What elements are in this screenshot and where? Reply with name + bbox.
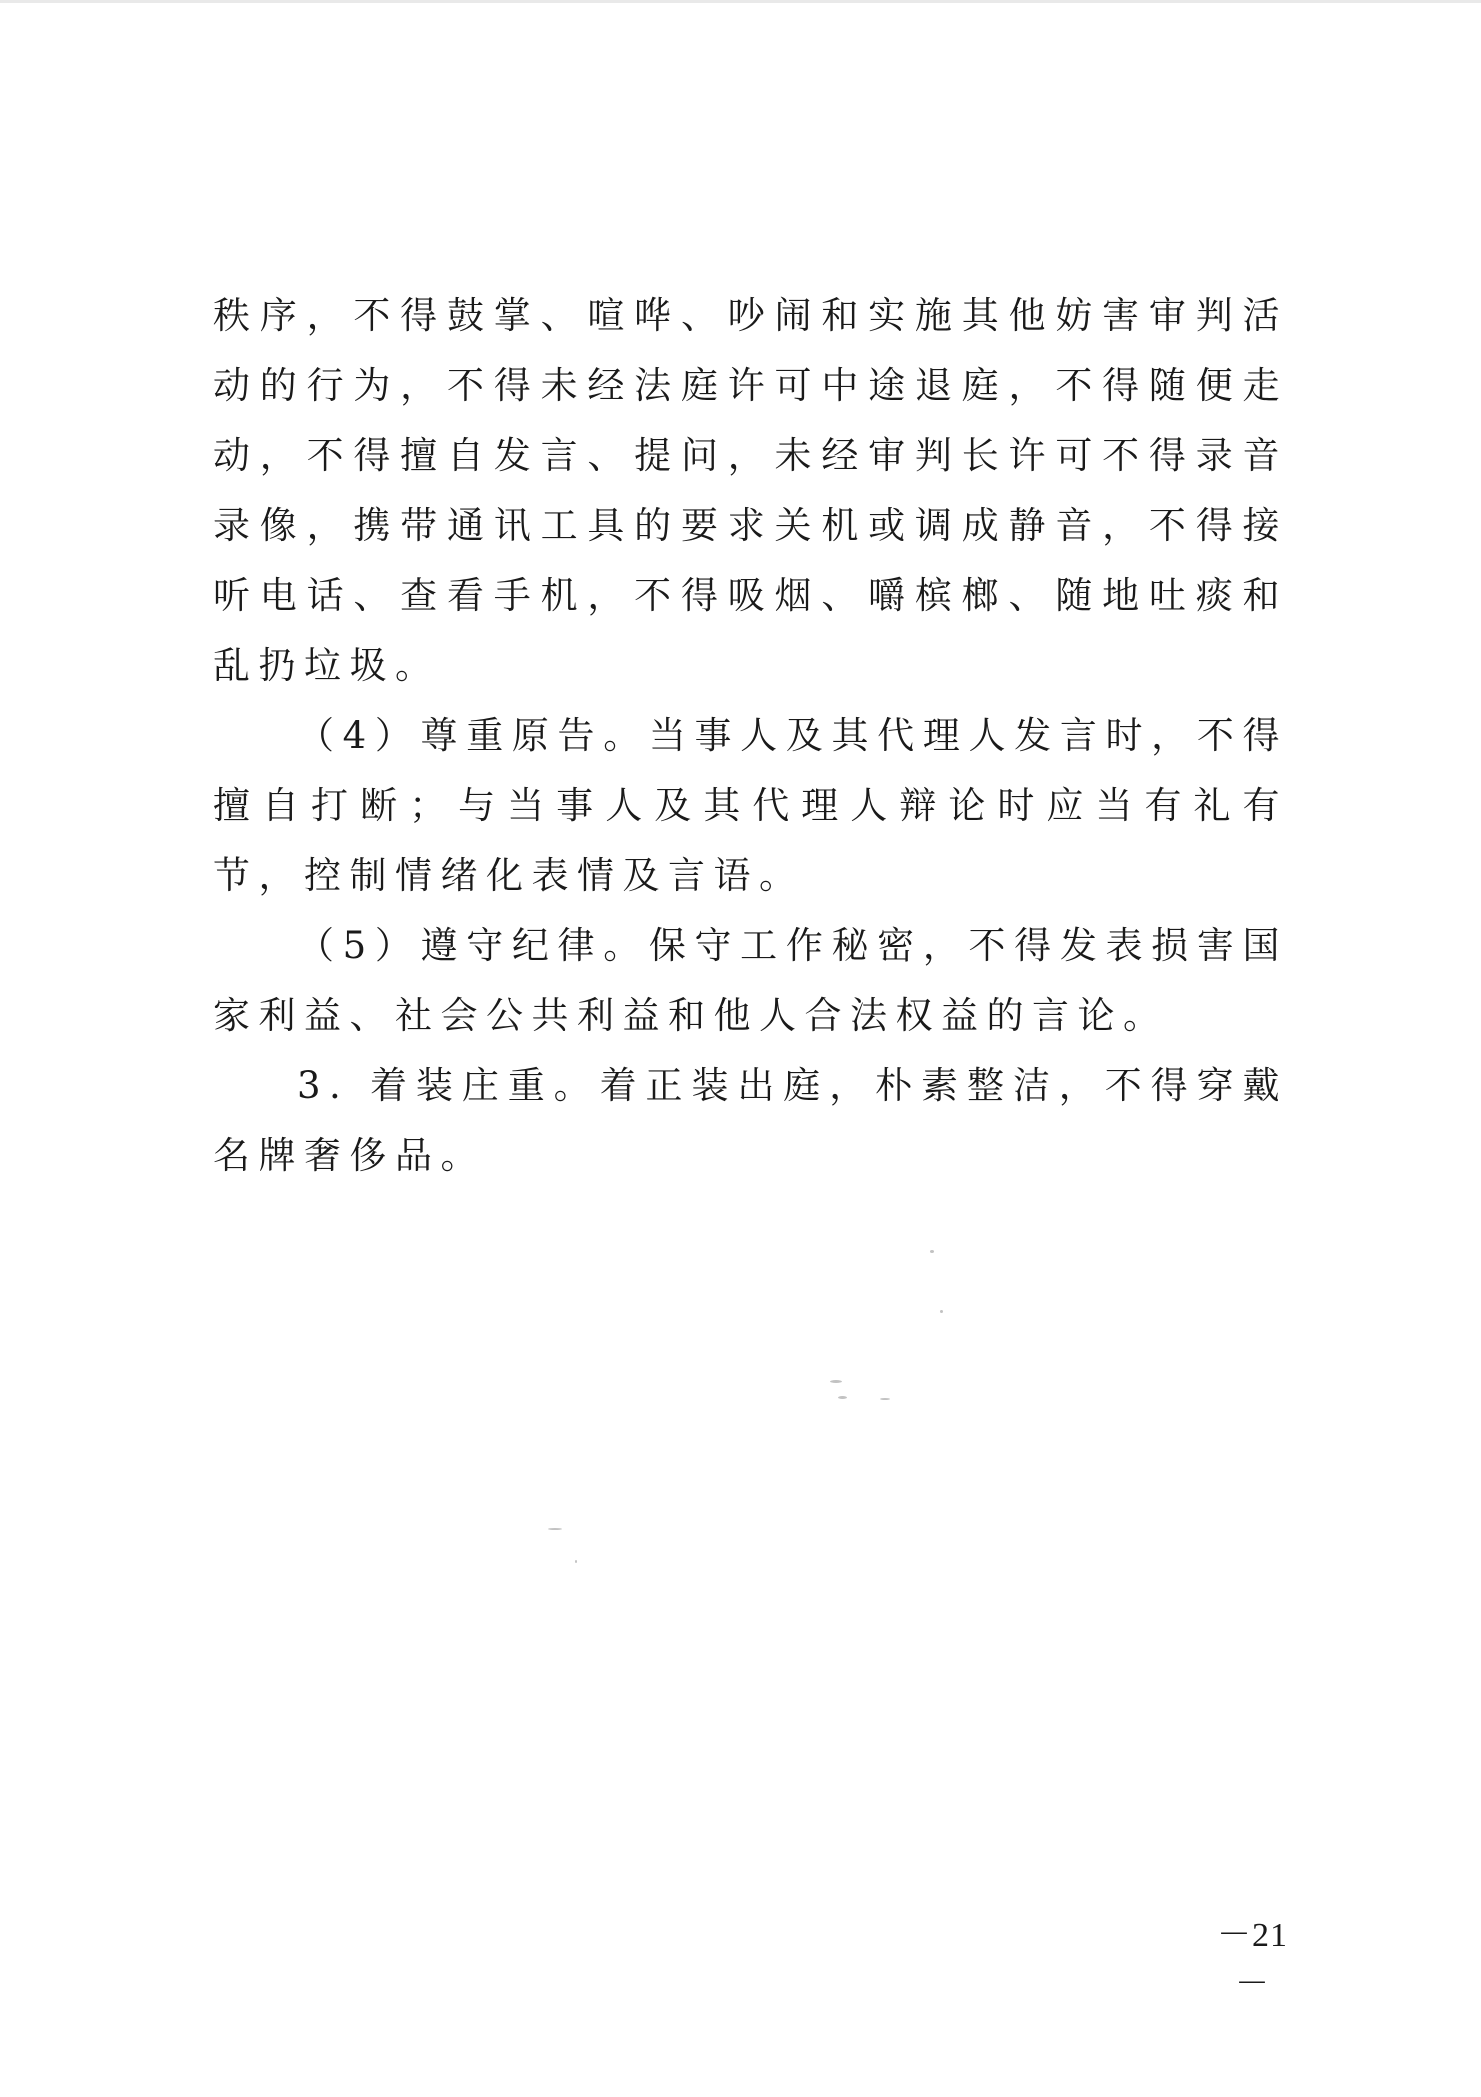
scan-edge	[0, 0, 1481, 3]
body-text	[213, 281, 1288, 1191]
scan-speck	[930, 1250, 934, 1253]
scan-speck	[838, 1396, 847, 1399]
paragraph-respect-plaintiff: （4）尊重原告。当事人及其代理人发言时，不得擅自打断；与当事人及其代理人辩论时应当有礼有节，控制情绪化表情及言语。	[213, 714, 1288, 897]
page-number: －21－	[1217, 1917, 1288, 2003]
paragraph-courtroom-order: 秩序，不得鼓掌、喧哗、吵闹和实施其他妨害审判活动的行为，不得未经法庭许可中途退庭，不得随便走动，不得擅自发言、提问，未经审判长许可不得录音录像，携带通讯工具的要求关机或调成静音，不得接听电话、查看手机，不得吸烟、嚼槟榔、随地吐痰和乱扔垃圾。	[213, 294, 1288, 687]
scan-speck	[880, 1398, 890, 1400]
paragraph-dress-code: 3. 着装庄重。着正装出庭，朴素整洁，不得穿戴名牌奢侈品。	[213, 1064, 1288, 1177]
scan-speck	[940, 1310, 943, 1313]
scan-speck	[575, 1560, 577, 1563]
scan-speck	[830, 1380, 842, 1383]
scan-speck	[548, 1528, 562, 1530]
paragraph-observe-discipline: （5）遵守纪律。保守工作秘密，不得发表损害国家利益、社会公共利益和他人合法权益的言论。	[213, 924, 1288, 1037]
